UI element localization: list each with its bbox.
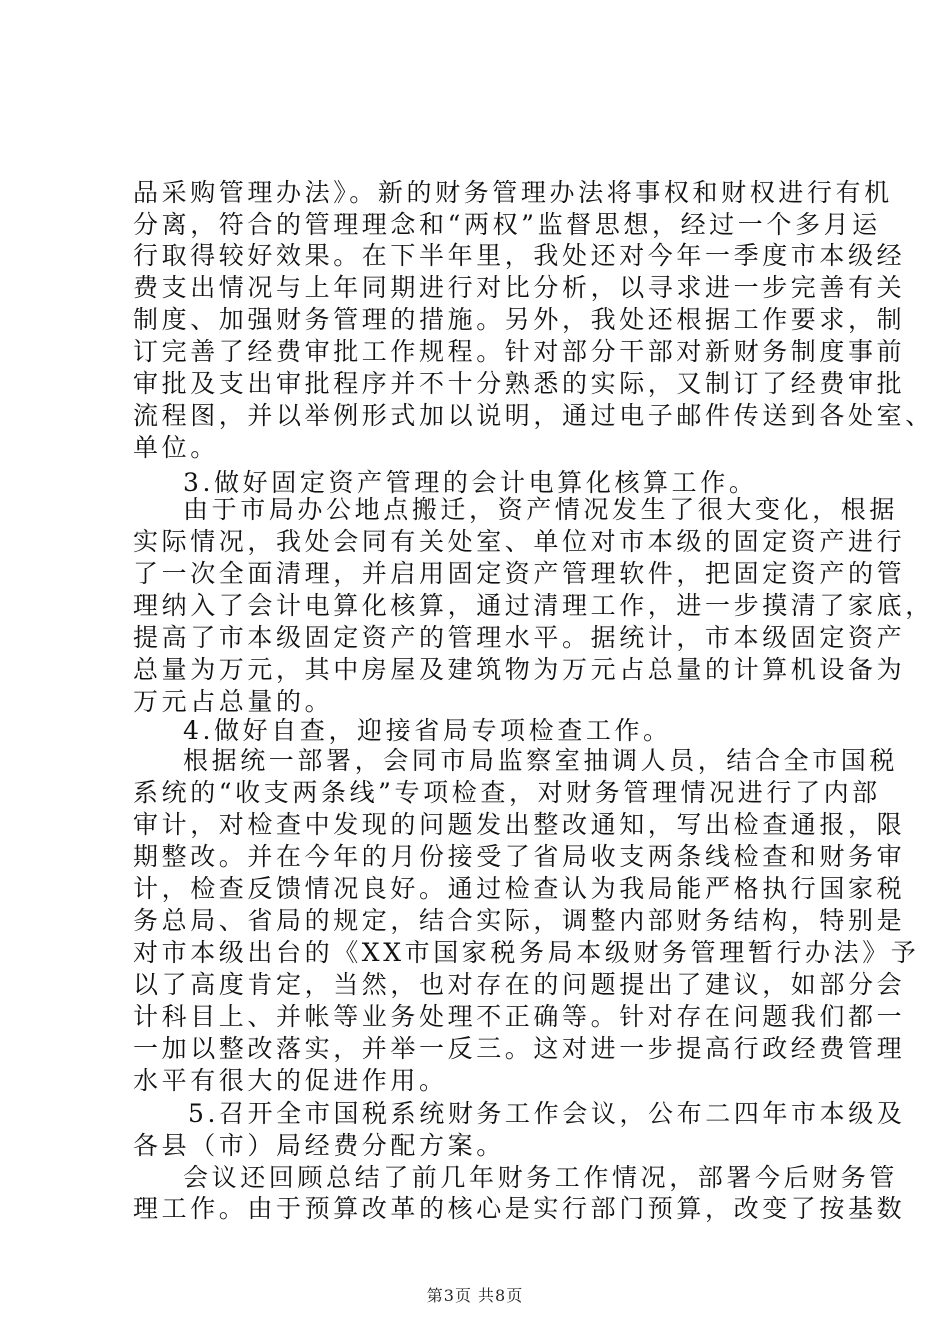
text-line: 计科目上、并帐等业务处理不正确等。针对存在问题我们都一 [133,1002,906,1031]
text-line: 5.召开全市国税系统财务工作会议，公布二四年市本级及 [188,1099,906,1128]
text-line: 单位。 [133,433,219,462]
text-line: 审计，对检查中发现的问题发出整改通知，写出检查通报，限 [133,810,906,839]
text-line: 提高了市本级固定资产的管理水平。据统计，市本级固定资产 [133,623,906,652]
text-line: 总量为万元，其中房屋及建筑物为万元占总量的计算机设备为 [133,655,906,684]
text-line: 流程图，并以举例形式加以说明，通过电子邮件传送到各处室、 [133,401,934,430]
text-line: 系统的“收支两条线”专项检查，对财务管理情况进行了内部 [133,778,881,807]
text-line: 理工作。由于预算改革的核心是实行部门预算，改变了按基数 [133,1194,906,1223]
text-line: 一加以整改落实，并举一反三。这对进一步提高行政经费管理 [133,1034,906,1063]
text-line: 审批及支出审批程序并不十分熟悉的实际，又制订了经费审批 [133,369,906,398]
text-line: 品采购管理办法》。新的财务管理办法将事权和财权进行有机 [133,178,893,207]
text-line: 由于市局办公地点搬迁，资产情况发生了很大变化，根据 [183,495,899,524]
text-line: 实际情况，我处会同有关处室、单位对市本级的固定资产进行 [133,527,906,556]
page-footer: 第3页 共8页 [426,1286,524,1305]
text-line: 务总局、省局的规定，结合实际，调整内部财务结构，特别是 [133,906,906,935]
text-line: 水平有很大的促进作用。 [133,1066,448,1095]
text-line: 3.做好固定资产管理的会计电算化核算工作。 [183,468,758,497]
text-line: 理纳入了会计电算化核算，通过清理工作，进一步摸清了家底， [133,591,934,620]
text-line: 分离，符合的管理理念和“两权”监督思想，经过一个多月运 [133,210,881,239]
text-line: 行取得较好效果。在下半年里，我处还对今年一季度市本级经 [133,241,906,270]
text-line: 万元占总量的。 [133,687,334,716]
text-line: 以了高度肯定，当然，也对存在的问题提出了建议，如部分会 [133,970,906,999]
text-line: 根据统一部署，会同市局监察室抽调人员，结合全市国税 [183,746,899,775]
text-line: 了一次全面清理，并启用固定资产管理软件，把固定资产的管 [133,559,906,588]
text-line: 各县（市）局经费分配方案。 [133,1131,505,1160]
text-line: 期整改。并在今年的月份接受了省局收支两条线检查和财务审 [133,842,906,871]
text-line: 4.做好自查，迎接省局专项检查工作。 [183,716,672,745]
text-line: 制度、加强财务管理的措施。另外，我处还根据工作要求，制 [133,305,906,334]
text-line: 会议还回顾总结了前几年财务工作情况，部署今后财务管 [183,1163,899,1192]
text-line: 费支出情况与上年同期进行对比分析，以寻求进一步完善有关 [133,273,906,302]
text-line: 订完善了经费审批工作规程。针对部分干部对新财务制度事前 [133,337,906,366]
text-line: 对市本级出台的《XX市国家税务局本级财务管理暂行办法》予 [133,938,920,967]
text-line: 计，检查反馈情况良好。通过检查认为我局能严格执行国家税 [133,874,906,903]
